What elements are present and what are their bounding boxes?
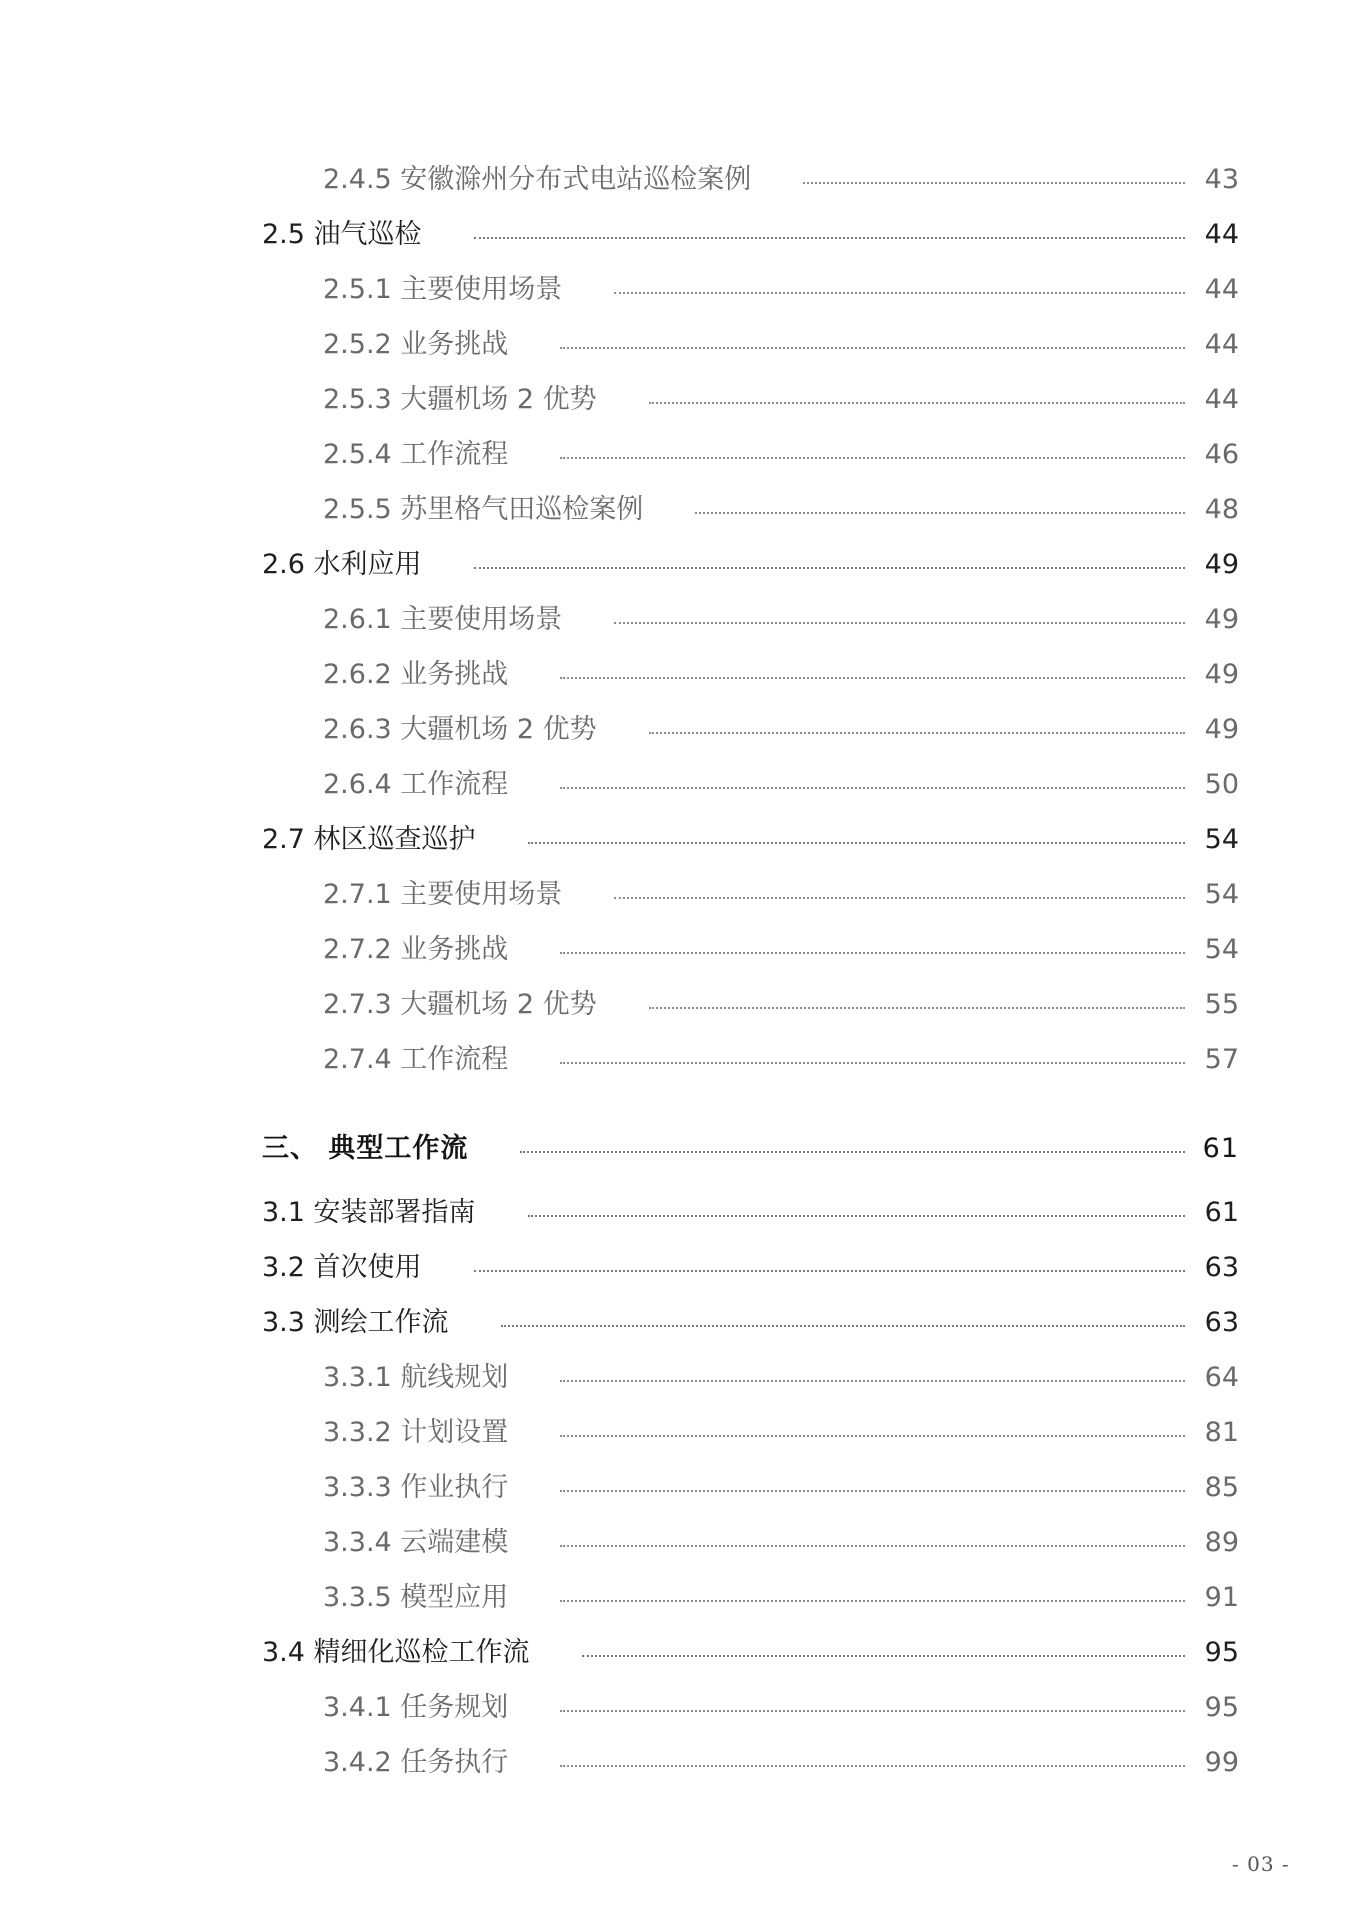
toc-entry-3-3-1[interactable] (323, 1356, 1239, 1400)
dot-leader (560, 1435, 1185, 1437)
toc-entry-page: 61 (1202, 1133, 1239, 1164)
toc-entry-title: 2.7.2 业务挑战 (323, 934, 509, 965)
toc-entry-title: 2.7.1 主要使用场景 (323, 879, 563, 910)
dot-leader (474, 567, 1185, 569)
toc-entry-2-5-1[interactable] (323, 268, 1239, 312)
toc-entry-page: 54 (1204, 934, 1239, 965)
dot-leader (528, 1215, 1185, 1217)
toc-entry-page: 44 (1204, 219, 1239, 250)
toc-entry-page: 44 (1204, 384, 1239, 415)
toc-entry-page: 57 (1204, 1044, 1239, 1075)
toc-entry-title: 3.1 安装部署指南 (262, 1197, 476, 1228)
toc-entry-2-7-2[interactable] (323, 928, 1239, 972)
page-number: - 03 - (1232, 1852, 1290, 1876)
toc-entry-title: 2.6.1 主要使用场景 (323, 604, 563, 635)
toc-entry-title: 2.5.3 大疆机场 2 优势 (323, 384, 597, 415)
dot-leader (614, 292, 1185, 294)
toc-entry-page: 49 (1204, 714, 1239, 745)
dot-leader (582, 1655, 1185, 1657)
toc-entry-title: 2.6 水利应用 (262, 549, 422, 580)
toc-entry-3-2[interactable] (262, 1246, 1239, 1290)
dot-leader (560, 1600, 1185, 1602)
dot-leader (695, 512, 1185, 514)
toc-entry-title: 2.4.5 安徽滁州分布式电站巡检案例 (323, 164, 752, 195)
dot-leader (560, 787, 1185, 789)
toc-entry-title: 3.3.3 作业执行 (323, 1472, 509, 1503)
toc-entry-page: 95 (1204, 1692, 1239, 1723)
toc-entry-page: 44 (1204, 274, 1239, 305)
dot-leader (560, 952, 1185, 954)
toc-entry-page: 91 (1204, 1582, 1239, 1613)
dot-leader (560, 1490, 1185, 1492)
toc-entry-title: 2.5.2 业务挑战 (323, 329, 509, 360)
toc-entry-page: 89 (1204, 1527, 1239, 1558)
toc-entry-title: 2.7.4 工作流程 (323, 1044, 509, 1075)
toc-entry-2-6-3[interactable] (323, 708, 1239, 752)
toc-entry-page: 49 (1204, 604, 1239, 635)
dot-leader (614, 897, 1185, 899)
toc-entry-page: 85 (1204, 1472, 1239, 1503)
toc-entry-3-3-2[interactable] (323, 1411, 1239, 1455)
toc-entry-2-5-5[interactable] (323, 488, 1239, 532)
toc-entry-title: 2.5.1 主要使用场景 (323, 274, 563, 305)
dot-leader (803, 182, 1185, 184)
toc-entry-3-1[interactable] (262, 1191, 1239, 1235)
toc-entry-page: 63 (1204, 1307, 1239, 1338)
toc-entry-2-4-5[interactable] (323, 158, 1239, 202)
dot-leader (560, 1380, 1185, 1382)
toc-entry-page: 49 (1204, 549, 1239, 580)
toc-entry-2-6-1[interactable] (323, 598, 1239, 642)
dot-leader (649, 732, 1185, 734)
toc-entry-page: 46 (1204, 439, 1239, 470)
toc-entry-page: 99 (1204, 1747, 1239, 1778)
toc-entry-title: 3.3.1 航线规划 (323, 1362, 509, 1393)
toc-entry-title: 三、 典型工作流 (262, 1133, 469, 1164)
toc-entry-title: 2.5 油气巡检 (262, 219, 422, 250)
dot-leader (560, 1062, 1185, 1064)
toc-entry-2-6-2[interactable] (323, 653, 1239, 697)
toc-entry-title: 3.4 精细化巡检工作流 (262, 1637, 530, 1668)
toc-entry-3-4-2[interactable] (323, 1741, 1239, 1785)
dot-leader (649, 402, 1185, 404)
toc-entry-title: 3.2 首次使用 (262, 1252, 422, 1283)
dot-leader (649, 1007, 1185, 1009)
toc-entry-title: 2.5.4 工作流程 (323, 439, 509, 470)
toc-entry-3-3-5[interactable] (323, 1576, 1239, 1620)
toc-entry-3-3[interactable] (262, 1301, 1239, 1345)
toc-entry-page: 55 (1204, 989, 1239, 1020)
dot-leader (501, 1325, 1185, 1327)
dot-leader (474, 237, 1185, 239)
dot-leader (520, 1151, 1185, 1153)
toc-entry-2-7-1[interactable] (323, 873, 1239, 917)
dot-leader (614, 622, 1185, 624)
toc-entry-2-5[interactable] (262, 213, 1239, 257)
toc-entry-2-5-4[interactable] (323, 433, 1239, 477)
toc-entry-page: 54 (1204, 879, 1239, 910)
toc-entry-title: 3.3 测绘工作流 (262, 1307, 449, 1338)
toc-entry-2-5-3[interactable] (323, 378, 1239, 422)
toc-entry-3-3-3[interactable] (323, 1466, 1239, 1510)
dot-leader (560, 457, 1185, 459)
toc-entry-title: 2.6.4 工作流程 (323, 769, 509, 800)
toc-entry-3-4[interactable] (262, 1631, 1239, 1675)
dot-leader (528, 842, 1185, 844)
toc-entry-title: 2.6.3 大疆机场 2 优势 (323, 714, 597, 745)
toc-entry-title: 2.7.3 大疆机场 2 优势 (323, 989, 597, 1020)
toc-entry-2-6-4[interactable] (323, 763, 1239, 807)
toc-entry-page: 95 (1204, 1637, 1239, 1668)
dot-leader (560, 1710, 1185, 1712)
toc-entry-page: 64 (1204, 1362, 1239, 1393)
dot-leader (560, 1545, 1185, 1547)
toc-entry-title: 3.3.5 模型应用 (323, 1582, 509, 1613)
dot-leader (560, 677, 1185, 679)
toc-entry-2-7[interactable] (262, 818, 1239, 862)
toc-entry-title: 3.3.2 计划设置 (323, 1417, 509, 1448)
toc-entry-page: 61 (1204, 1197, 1239, 1228)
toc-entry-3-3-4[interactable] (323, 1521, 1239, 1565)
toc-entry-title: 2.5.5 苏里格气田巡检案例 (323, 494, 644, 525)
dot-leader (560, 347, 1185, 349)
toc-entry-page: 44 (1204, 329, 1239, 360)
toc-entry-page: 81 (1204, 1417, 1239, 1448)
toc-entry-title: 2.6.2 业务挑战 (323, 659, 509, 690)
toc-entry-title: 2.7 林区巡查巡护 (262, 824, 476, 855)
toc-entry-title: 3.4.2 任务执行 (323, 1747, 509, 1778)
dot-leader (560, 1765, 1185, 1767)
toc-entry-2-5-2[interactable] (323, 323, 1239, 367)
toc-entry-title: 3.3.4 云端建模 (323, 1527, 509, 1558)
dot-leader (474, 1270, 1185, 1272)
toc-entry-title: 3.4.1 任务规划 (323, 1692, 509, 1723)
toc-chapter-3[interactable] (262, 1127, 1239, 1171)
toc-entry-2-7-3[interactable] (323, 983, 1239, 1027)
toc-entry-page: 43 (1204, 164, 1239, 195)
toc-entry-2-7-4[interactable] (323, 1038, 1239, 1082)
toc-entry-3-4-1[interactable] (323, 1686, 1239, 1730)
toc-entry-page: 54 (1204, 824, 1239, 855)
toc-entry-page: 49 (1204, 659, 1239, 690)
toc-entry-page: 63 (1204, 1252, 1239, 1283)
toc-entry-2-6[interactable] (262, 543, 1239, 587)
toc-entry-page: 50 (1204, 769, 1239, 800)
toc-entry-page: 48 (1204, 494, 1239, 525)
